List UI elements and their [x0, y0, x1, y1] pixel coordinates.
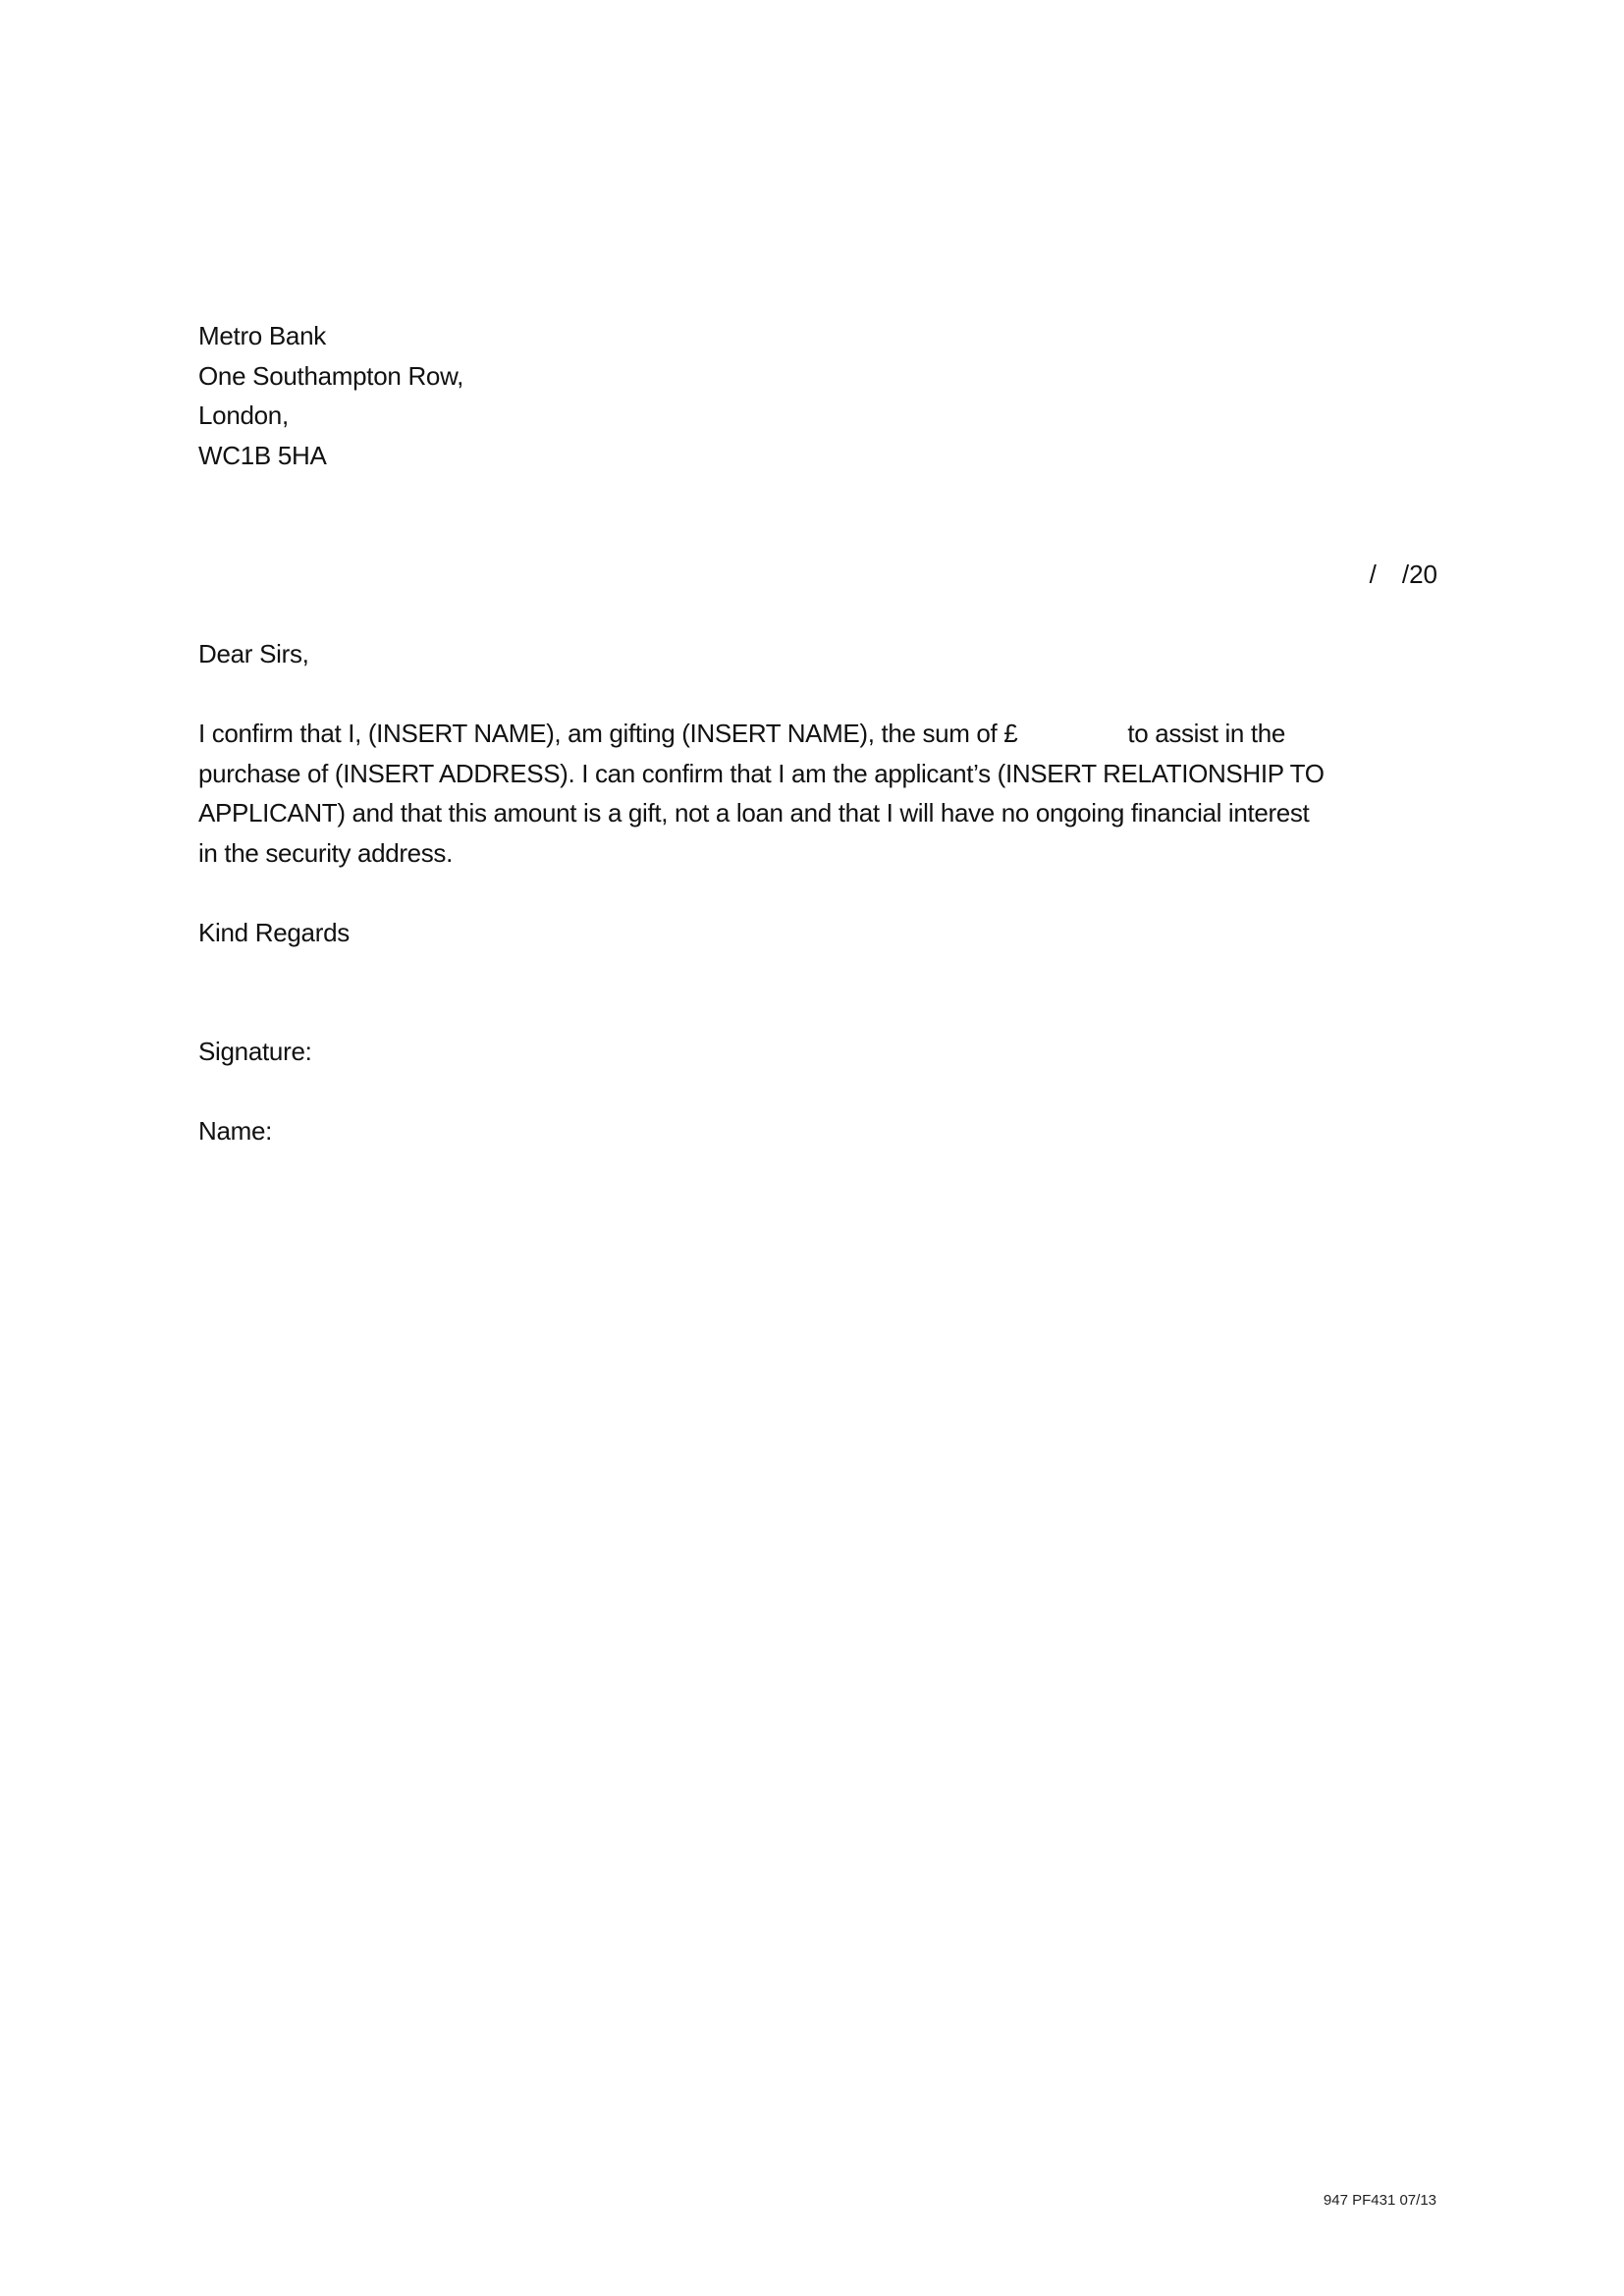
- body-line-1-tail: to assist in the: [1127, 719, 1285, 748]
- salutation: Dear Sirs,: [198, 639, 309, 668]
- date-field: [1370, 555, 1437, 594]
- body-line-1-text: I confirm that I, (INSERT NAME), am gifting (INSERT NAME), the sum of £: [198, 719, 1018, 748]
- closing: Kind Regards: [198, 918, 350, 947]
- body-line-1: [198, 714, 1435, 754]
- recipient-address-line2: London,: [198, 400, 289, 430]
- signature-label: Signature:: [198, 1037, 312, 1066]
- name-label: Name:: [198, 1116, 273, 1146]
- date-separator-2: /: [1401, 560, 1410, 589]
- recipient-address-line1: One Southampton Row,: [198, 361, 464, 391]
- body-line-3: APPLICANT) and that this amount is a gift, not a loan and that I will have no ongoing financial interest: [198, 798, 1310, 828]
- date-year-prefix: 20: [1409, 560, 1437, 589]
- date-separator-1: /: [1369, 560, 1377, 589]
- recipient-name: Metro Bank: [198, 321, 326, 350]
- form-reference: 947 PF431 07/13: [1323, 2192, 1436, 2209]
- body-line-4: in the security address.: [198, 837, 453, 868]
- recipient-postcode: WC1B 5HA: [198, 441, 327, 470]
- body-line-2: purchase of (INSERT ADDRESS). I can confirm that I am the applicant’s (INSERT RELATIONSHIP TO: [198, 758, 1325, 788]
- body-paragraph: [198, 714, 1435, 873]
